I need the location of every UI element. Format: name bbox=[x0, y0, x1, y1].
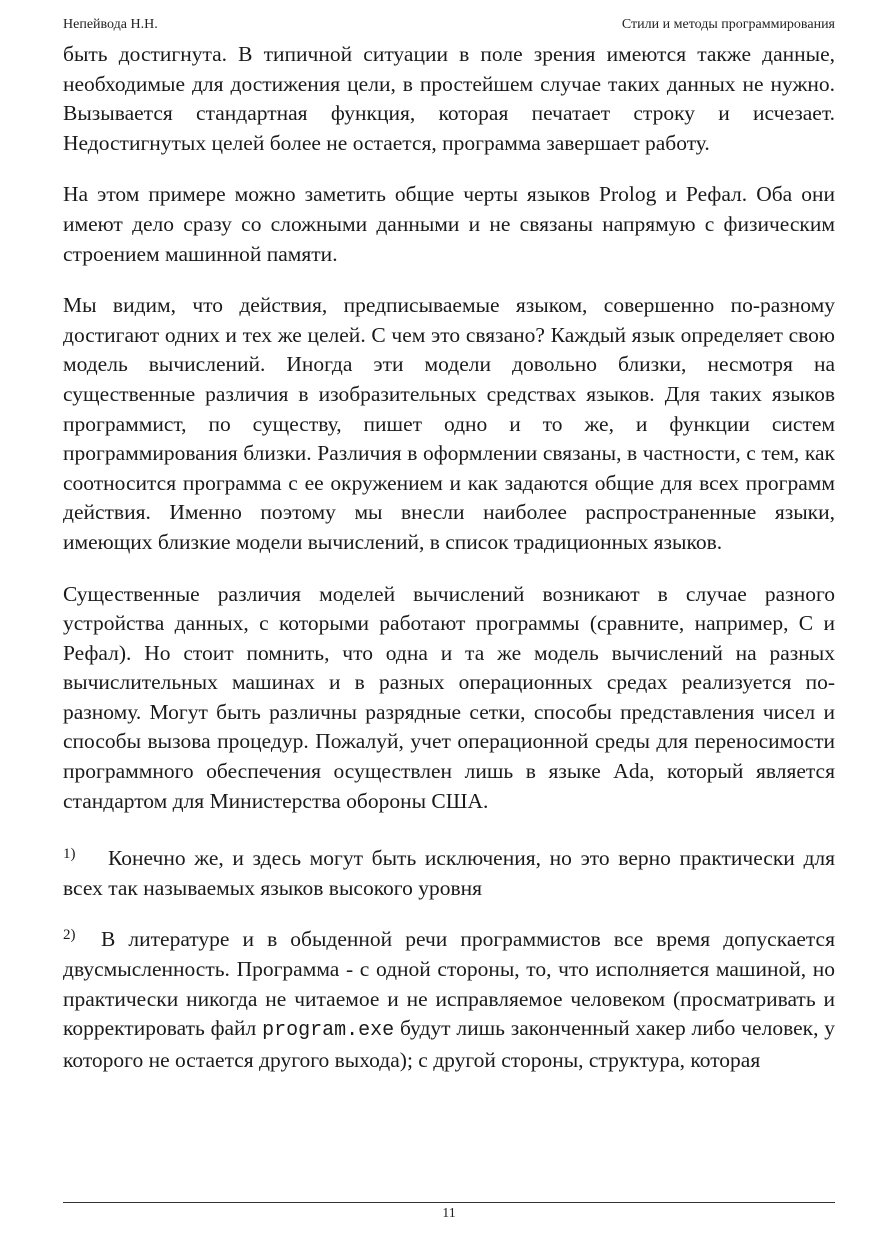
page-number: 11 bbox=[442, 1206, 456, 1221]
footnote-text: В литературе и в обыденной речи программистов все время допускается двусмысленность. Программа - с одной стороны, то, что исполняется машиной, но практически никогда не читаемое и не исправляемое человеком (просматривать и корректировать файл bbox=[63, 927, 835, 1041]
page-header bbox=[63, 16, 835, 34]
footnote-text: Конечно же, и здесь могут быть исключения, но это верно практически для всех так называемых языков высокого уровня bbox=[63, 846, 835, 900]
page-body bbox=[63, 40, 835, 1097]
paragraph: На этом примере можно заметить общие черты языков Prolog и Рефал. Оба они имеют дело сразу со сложными данными и не связаны напрямую с физическим строением машинной памяти. bbox=[63, 182, 835, 266]
paragraph: Существенные различия моделей вычислений возникают в случае разного устройства данных, с которыми работают программы (сравните, например, C и Рефал). Но стоит помнить, что одна и та же модель вычислений на разных вычислительных машинах и в разных операционных средах реализуется по-разному. Могут быть различны разрядные сетки, способы представления чисел и способы вызова процедур. Пожалуй, учет операционной среды для переносимости программного обеспечения осуществлен лишь в языке Ada, который является стандартом для Министерства обороны США. bbox=[63, 581, 835, 813]
footer-divider bbox=[63, 1202, 835, 1203]
paragraph: Мы видим, что действия, предписываемые языком, совершенно по-разному достигают одних и тех же целей. С чем это связано? Каждый язык определяет свою модель вычислений. Иногда эти модели довольно близки, несмотря на существенные различия в изобразительных средствах языков. Для таких языков программист, по существу, пишет одно и то же, и функции систем программирования близки. Различия в оформлении связаны, в частности, с тем, как соотносится программа с ее окружением и как задаются общие для всех программ действия. Именно поэтому мы внесли наиболее распространенные языки, имеющих близкие модели вычислений, в список традиционных языков. bbox=[63, 293, 835, 554]
footnote-text-continued: будут лишь законченный хакер либо человек, у которого не остается другого выхода); с другой стороны, структура, которая bbox=[63, 1016, 836, 1072]
paragraph: быть достигнута. В типичной ситуации в поле зрения имеются также данные, необходимые для достижения цели, в простейшем случае таких данных не нужно. Вызывается стандартная функция, которая печатает строку и исчезает. Недостигнутых целей более не остается, программа завершает работу. bbox=[63, 42, 835, 155]
footnotes bbox=[63, 844, 835, 1075]
header-author: Непейвода Н.Н. bbox=[63, 17, 158, 32]
footnote-2: 2) В литературе и в обыденной речи программистов все время допускается двусмысленность. Программа - с одной стороны, то, что исполняется машиной, но практически никогда не читаемое и не исправляемое человеком (просматривать и корректировать файл program.exe будут лишь законченный хакер либо человек, у которого не остается другого выхода); с другой стороны, структура, которая bbox=[63, 927, 836, 1072]
code-filename: program.exe bbox=[262, 1019, 395, 1043]
footnote-1: 1) Конечно же, и здесь могут быть исключения, но это верно практически для всех так называемых языков высокого уровня bbox=[63, 846, 835, 900]
header-title: Стили и методы программирования bbox=[621, 17, 835, 32]
